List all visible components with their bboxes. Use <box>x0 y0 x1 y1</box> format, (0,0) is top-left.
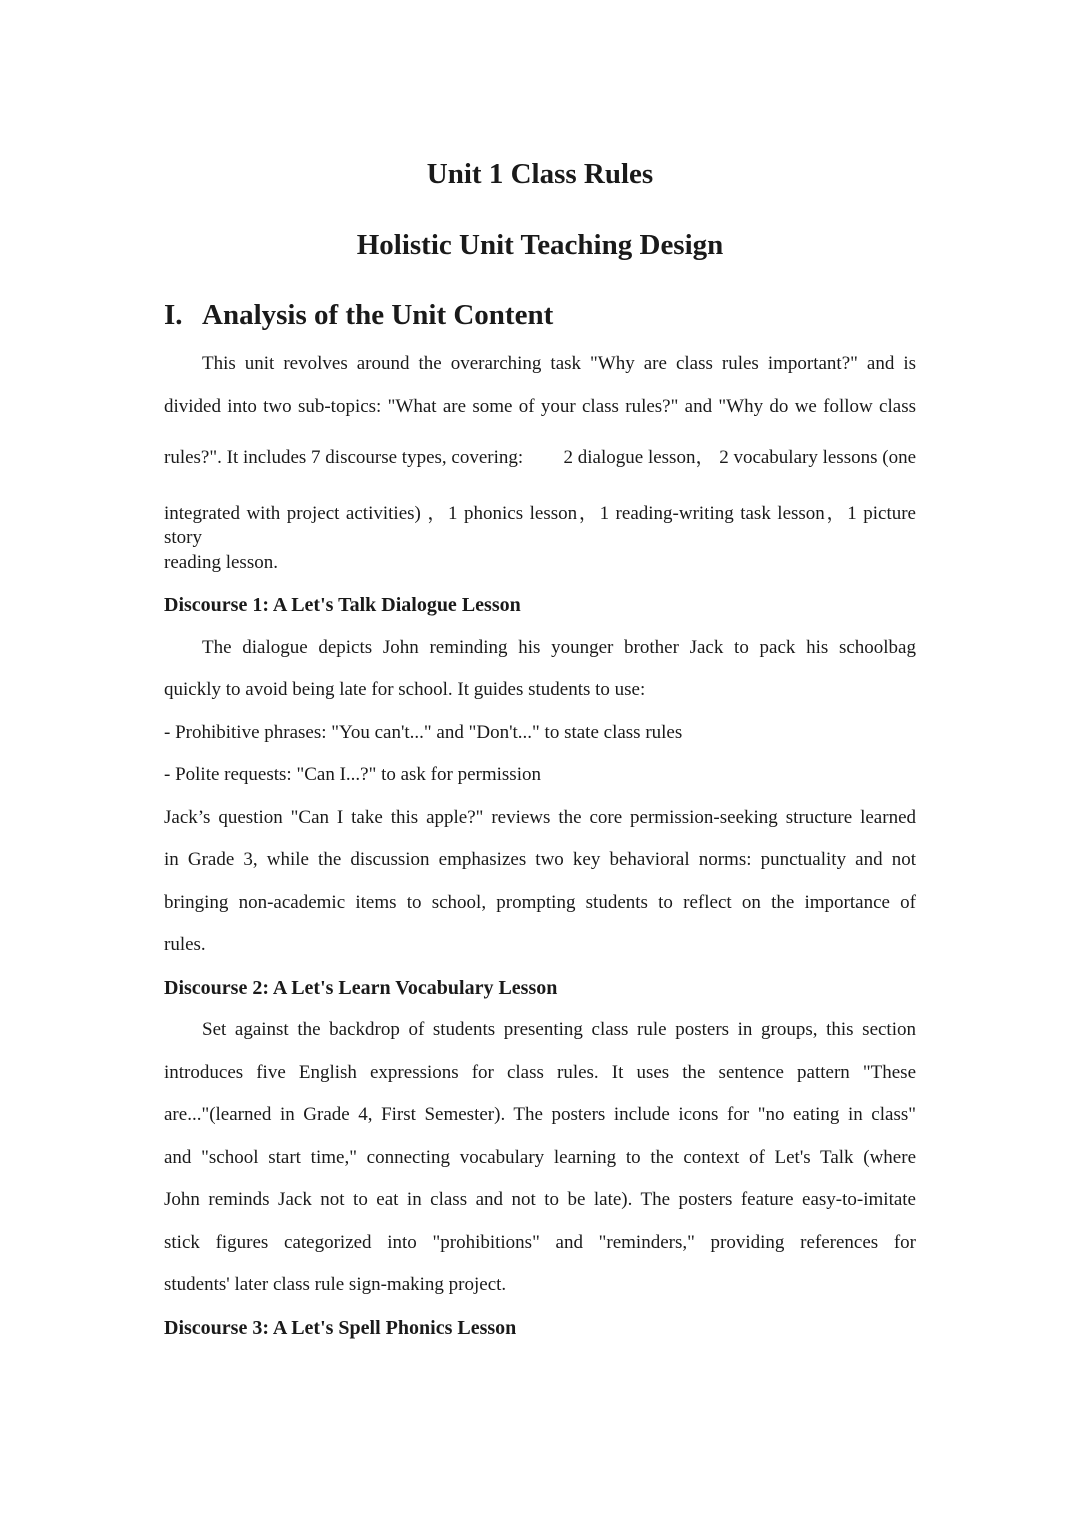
discourse-1-line: bringing non-academic items to school, prompting students to reflect on the importance of <box>164 892 916 913</box>
discourse-3-heading: Discourse 3: A Let's Spell Phonics Lesson <box>164 1317 517 1339</box>
document-title: Unit 1 Class Rules <box>426 158 654 190</box>
section-title: Analysis of the Unit Content <box>202 299 554 331</box>
discourse-2-line: John reminds Jack not to eat in class and not to be late). The posters feature easy-to-imitate <box>164 1189 916 1210</box>
intro-line: This unit revolves around the overarching task "Why are class rules important?" and is <box>202 353 916 374</box>
intro-line: divided into two sub-topics: "What are some of your class rules?" and "Why do we follow class <box>164 396 916 417</box>
intro-line-part: rules?". It includes 7 discourse types, covering: <box>164 447 524 468</box>
discourse-1-line: - Prohibitive phrases: "You can't..." and "Don't..." to state class rules <box>164 722 683 743</box>
section-heading <box>164 297 553 333</box>
document-subtitle: Holistic Unit Teaching Design <box>356 229 724 261</box>
intro-line: integrated with project activities) ，1 phonics lesson，1 reading-writing task lesson，1 picture story <box>164 503 916 548</box>
discourse-2-line: and "school start time," connecting vocabulary learning to the context of Let's Talk (where <box>164 1147 916 1168</box>
discourse-2-line: stick figures categorized into "prohibitions" and "reminders," providing references for <box>164 1232 916 1253</box>
discourse-2-line: students' later class rule sign-making project. <box>164 1274 507 1295</box>
discourse-1-heading: Discourse 1: A Let's Talk Dialogue Lesson <box>164 594 521 616</box>
discourse-1-line: - Polite requests: "Can I...?" to ask for permission <box>164 764 541 785</box>
discourse-1-line: quickly to avoid being late for school. It guides students to use: <box>164 679 646 700</box>
section-number: I. <box>164 299 183 331</box>
discourse-2-line: are..."(learned in Grade 4, First Semester). The posters include icons for "no eating in class" <box>164 1104 916 1125</box>
discourse-2-line: introduces five English expressions for class rules. It uses the sentence pattern "These <box>164 1062 916 1083</box>
discourse-2-heading: Discourse 2: A Let's Learn Vocabulary Lesson <box>164 977 558 999</box>
discourse-1-line: rules. <box>164 934 206 955</box>
intro-line: reading lesson. <box>164 552 278 573</box>
discourse-1-line: The dialogue depicts John reminding his younger brother Jack to pack his schoolbag <box>202 637 916 658</box>
discourse-1-line: Jack’s question "Can I take this apple?" reviews the core permission-seeking structure learned <box>164 807 916 828</box>
intro-line: 2 dialogue lesson， 2 vocabulary lessons (one <box>563 447 916 468</box>
discourse-2-line: Set against the backdrop of students presenting class rule posters in groups, this section <box>202 1019 916 1040</box>
discourse-1-line: in Grade 3, while the discussion emphasizes two key behavioral norms: punctuality and not <box>164 849 916 870</box>
